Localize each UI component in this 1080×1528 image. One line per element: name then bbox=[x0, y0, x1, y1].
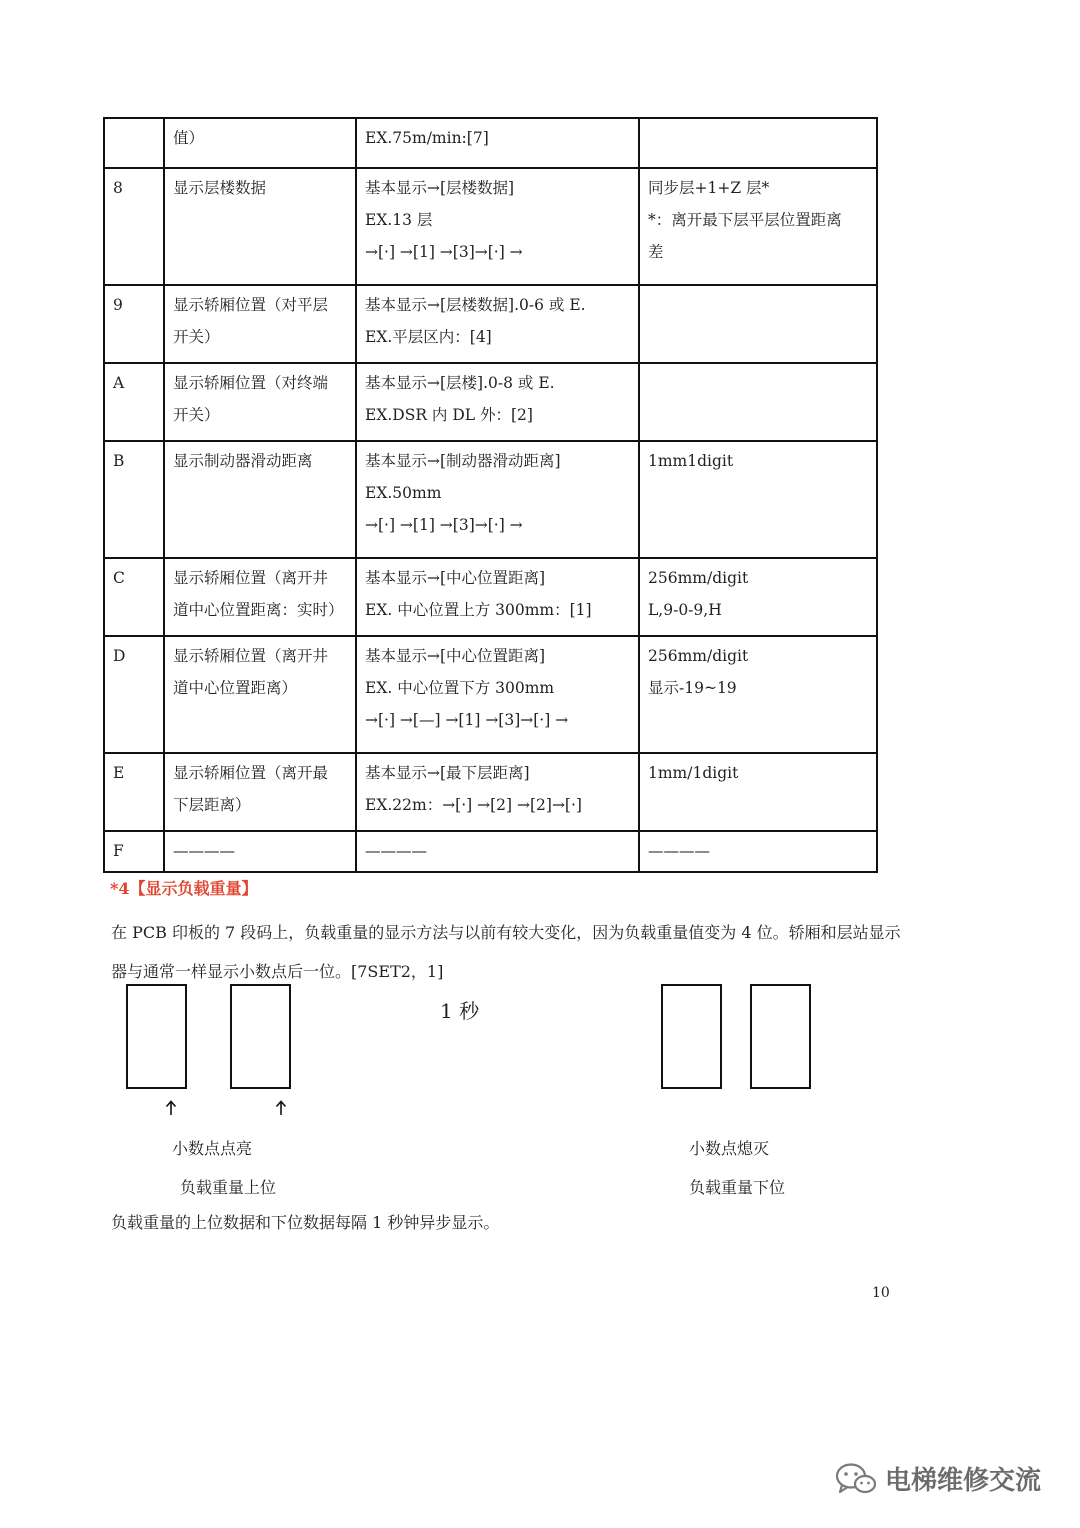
watermark bbox=[835, 1460, 1041, 1497]
cell-line: 下层距离） bbox=[173, 796, 251, 814]
section-paragraph: 在 PCB 印板的 7 段码上，负载重量的显示方法与以前有较大变化，因为负载重量值变为 4 位。轿厢和层站显示器与通常一样显示小数点后一位。[7SET2，1] bbox=[111, 923, 901, 981]
cell-line: 基本显示→[制动器滑动距离] bbox=[365, 452, 561, 470]
cell-line: ———— bbox=[365, 842, 427, 860]
cell-line: EX. 中心位置下方 300mm bbox=[365, 679, 555, 697]
seven-segment-digit-box bbox=[661, 984, 722, 1089]
remark-cell bbox=[639, 558, 877, 636]
wechat-icon bbox=[835, 1462, 877, 1496]
table-row bbox=[104, 753, 877, 831]
cell-line: EX.平层区内：[4] bbox=[365, 328, 492, 346]
cell-line: 开关） bbox=[173, 406, 220, 424]
row-code-cell bbox=[104, 168, 164, 285]
function-name-cell bbox=[164, 831, 356, 872]
display-method-cell bbox=[356, 168, 639, 285]
cell-line: 差 bbox=[648, 243, 664, 261]
table-row bbox=[104, 363, 877, 441]
row-code-cell bbox=[104, 285, 164, 363]
remark-cell bbox=[639, 285, 877, 363]
cell-line: 基本显示→[中心位置距离] bbox=[365, 647, 546, 665]
decimal-off-label: 小数点熄灭 bbox=[689, 1139, 770, 1158]
seven-segment-digit-box bbox=[750, 984, 811, 1089]
function-name-cell bbox=[164, 363, 356, 441]
lower-weight-label: 负载重量下位 bbox=[689, 1178, 786, 1197]
function-name-cell bbox=[164, 285, 356, 363]
section-heading: *4【显示负载重量】 bbox=[110, 879, 258, 898]
page-number: 10 bbox=[872, 1285, 890, 1301]
cell-line: A bbox=[113, 374, 125, 392]
remark-cell bbox=[639, 636, 877, 753]
cell-line: 9 bbox=[113, 296, 123, 314]
up-arrow-icon bbox=[165, 1100, 177, 1116]
row-code-cell bbox=[104, 118, 164, 168]
row-code-cell bbox=[104, 636, 164, 753]
cell-line: EX.13 层 bbox=[365, 211, 433, 229]
cell-line: 值） bbox=[173, 129, 205, 147]
cell-line: D bbox=[113, 647, 126, 665]
cell-line: →[·] →[1] →[3]→[·] → bbox=[365, 516, 523, 534]
cell-line: 1mm/1digit bbox=[648, 764, 739, 782]
cell-line: C bbox=[113, 569, 125, 587]
cell-line: 显示轿厢位置（离开最 bbox=[173, 764, 329, 782]
cell-line: 显示轿厢位置（对终端 bbox=[173, 374, 329, 392]
cell-line: 基本显示→[层楼数据] bbox=[365, 179, 515, 197]
remark-cell bbox=[639, 118, 877, 168]
footer-sentence: 负载重量的上位数据和下位数据每隔 1 秒钟异步显示。 bbox=[111, 1213, 500, 1232]
cell-line: 256mm/digit bbox=[648, 569, 749, 587]
cell-line: ———— bbox=[173, 842, 235, 860]
cell-line: 基本显示→[层楼数据].0-6 或 E. bbox=[365, 296, 586, 314]
table-row bbox=[104, 558, 877, 636]
cell-line: EX.22m：→[·] →[2] →[2]→[·] bbox=[365, 796, 582, 814]
cell-line: 同步层+1+Z 层* bbox=[648, 179, 770, 197]
display-spec-table bbox=[103, 117, 878, 873]
cell-line: 显示轿厢位置（离开井 bbox=[173, 569, 329, 587]
function-name-cell bbox=[164, 441, 356, 558]
seven-segment-digit-box bbox=[230, 984, 291, 1089]
function-name-cell bbox=[164, 636, 356, 753]
decimal-on-label: 小数点点亮 bbox=[172, 1139, 253, 1158]
cell-line: *：离开最下层平层位置距离 bbox=[648, 211, 842, 229]
cell-line: 道中心位置距离：实时） bbox=[173, 601, 344, 619]
cell-line: L,9-0-9,H bbox=[648, 601, 722, 619]
table-row bbox=[104, 168, 877, 285]
cell-line: 基本显示→[中心位置距离] bbox=[365, 569, 546, 587]
table-row bbox=[104, 441, 877, 558]
remark-cell bbox=[639, 441, 877, 558]
cell-line: EX.75m/min:[7] bbox=[365, 129, 489, 147]
cell-line: 开关） bbox=[173, 328, 220, 346]
one-second-label: 1 秒 bbox=[440, 999, 480, 1023]
display-method-cell bbox=[356, 118, 639, 168]
table-row bbox=[104, 285, 877, 363]
seven-segment-digit-box bbox=[126, 984, 187, 1089]
display-method-cell bbox=[356, 558, 639, 636]
cell-line: →[·] →[1] →[3]→[·] → bbox=[365, 243, 523, 261]
function-name-cell bbox=[164, 753, 356, 831]
row-code-cell bbox=[104, 441, 164, 558]
remark-cell bbox=[639, 168, 877, 285]
remark-cell bbox=[639, 831, 877, 872]
cell-line: 道中心位置距离） bbox=[173, 679, 298, 697]
display-method-cell bbox=[356, 441, 639, 558]
cell-line: 显示-19~19 bbox=[648, 679, 737, 697]
row-code-cell bbox=[104, 753, 164, 831]
remark-cell bbox=[639, 753, 877, 831]
watermark-text: 电梯维修交流 bbox=[885, 1466, 1042, 1496]
cell-line: 显示轿厢位置（离开井 bbox=[173, 647, 329, 665]
display-method-cell bbox=[356, 753, 639, 831]
display-method-cell bbox=[356, 636, 639, 753]
cell-line: →[·] →[—] →[1] →[3]→[·] → bbox=[365, 711, 569, 729]
cell-line: EX.50mm bbox=[365, 484, 442, 502]
cell-line: 8 bbox=[113, 179, 123, 197]
cell-line: EX.DSR 内 DL 外：[2] bbox=[365, 406, 533, 424]
cell-line: 1mm1digit bbox=[648, 452, 734, 470]
cell-line: 基本显示→[最下层距离] bbox=[365, 764, 530, 782]
up-arrow-icon bbox=[275, 1100, 287, 1116]
row-code-cell bbox=[104, 831, 164, 872]
cell-line: 显示制动器滑动距离 bbox=[173, 452, 313, 470]
cell-line: 基本显示→[层楼].0-8 或 E. bbox=[365, 374, 555, 392]
display-method-cell bbox=[356, 285, 639, 363]
cell-line: EX. 中心位置上方 300mm：[1] bbox=[365, 601, 592, 619]
function-name-cell bbox=[164, 118, 356, 168]
cell-line: 显示轿厢位置（对平层 bbox=[173, 296, 329, 314]
table-row bbox=[104, 118, 877, 168]
cell-line: 256mm/digit bbox=[648, 647, 749, 665]
display-method-cell bbox=[356, 831, 639, 872]
cell-line: ———— bbox=[648, 842, 710, 860]
cell-line: E bbox=[113, 764, 125, 782]
row-code-cell bbox=[104, 558, 164, 636]
remark-cell bbox=[639, 363, 877, 441]
row-code-cell bbox=[104, 363, 164, 441]
upper-weight-label: 负载重量上位 bbox=[180, 1178, 277, 1197]
table-row bbox=[104, 636, 877, 753]
cell-line: F bbox=[113, 842, 124, 860]
cell-line: 显示层楼数据 bbox=[173, 179, 267, 197]
display-method-cell bbox=[356, 363, 639, 441]
function-name-cell bbox=[164, 558, 356, 636]
function-name-cell bbox=[164, 168, 356, 285]
table-row bbox=[104, 831, 877, 872]
cell-line: B bbox=[113, 452, 125, 470]
